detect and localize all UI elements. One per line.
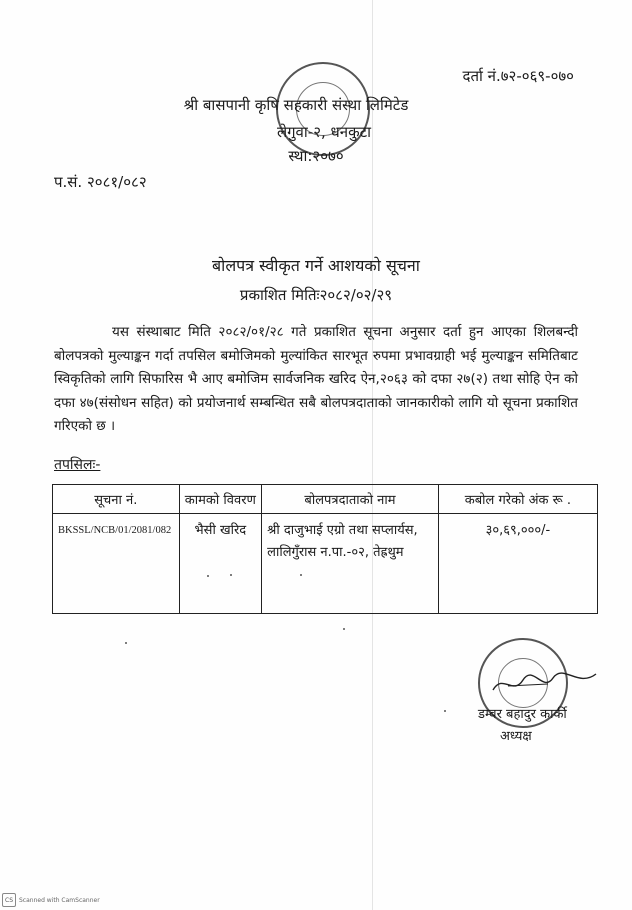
scan-speck <box>230 574 232 576</box>
scan-speck <box>444 710 446 712</box>
scan-speck <box>207 575 209 577</box>
scan-speck <box>300 574 302 576</box>
header-bid-amount: कबोल गरेको अंक रू . <box>438 485 597 514</box>
signatory-name: डम्बर बहादुर कार्की <box>478 707 567 722</box>
cell-bidder-name <box>262 514 439 614</box>
cell-bid-amount: ३०,६९,०००/- <box>438 514 597 614</box>
camscanner-logo-icon: CS <box>2 893 16 907</box>
scanner-text: Scanned with CamScanner <box>19 896 100 904</box>
signature-mark <box>488 668 598 698</box>
signatory-title: अध्यक्ष <box>500 729 532 744</box>
cell-notice-no: BKSSL/NCB/01/2081/082 <box>53 514 180 614</box>
notice-body: यस संस्थाबाट मिति २०८२/०१/२८ गते प्रकाशित सूचना अनुसार दर्ता हुन आएका शिलबन्दी बोलपत्रको मुल्याङ्कन गर्दा तपसिल बमोजिमको मुल्यांकित सारभूत रुपमा प्रभावग्राही भई मुल्याङ्कन समितिबाट स्विकृतिको लागि सिफारिस भै आए बमोजिम सार्वजनिक खरिद ऐन,२०६३ को दफा २७(२) तथा सोहि ऐन को दफा ४७(संसोधन सहित) को प्रयोजनार्थ सम्बन्धित सबै बोलपत्रदाताको जानकारीको लागि यो सूचना प्रकाशित गरिएको छ । <box>54 324 578 434</box>
scan-speck <box>125 642 127 644</box>
notice-title: बोलपत्र स्वीकृत गर्ने आशयको सूचना <box>212 256 420 275</box>
scanner-watermark <box>2 893 100 907</box>
scan-speck <box>343 628 345 630</box>
header-notice-no: सूचना नं. <box>53 485 180 514</box>
cell-work-description: भैसी खरिद <box>179 514 262 614</box>
bidder-line-2: लालिगुँरास न.पा.-०२, तेह्रथुम <box>267 545 404 560</box>
bid-details-table <box>52 484 598 614</box>
table-row <box>53 514 598 614</box>
organization-address: लेगुवा-२, धनकुटा <box>276 123 372 141</box>
header-work-description: कामको विवरण <box>179 485 262 514</box>
published-date: प्रकाशित मितिः२०८२/०२/२९ <box>239 286 393 304</box>
organization-name: श्री बासपानी कृषि सहकारी संस्था लिमिटेड <box>183 96 409 114</box>
organization-established: स्था:२०७० <box>288 147 344 165</box>
details-label: तपसिलः- <box>54 457 101 473</box>
reference-number: प.सं. २०८१/०८२ <box>54 173 147 191</box>
bidder-line-1: श्री दाजुभाई एग्रो तथा सप्लार्यस, <box>267 523 418 538</box>
table-header-row <box>53 485 598 514</box>
header-bidder-name: बोलपत्रदाताको नाम <box>262 485 439 514</box>
registration-number: दर्ता नं.७२-०६९-०७० <box>462 67 574 85</box>
